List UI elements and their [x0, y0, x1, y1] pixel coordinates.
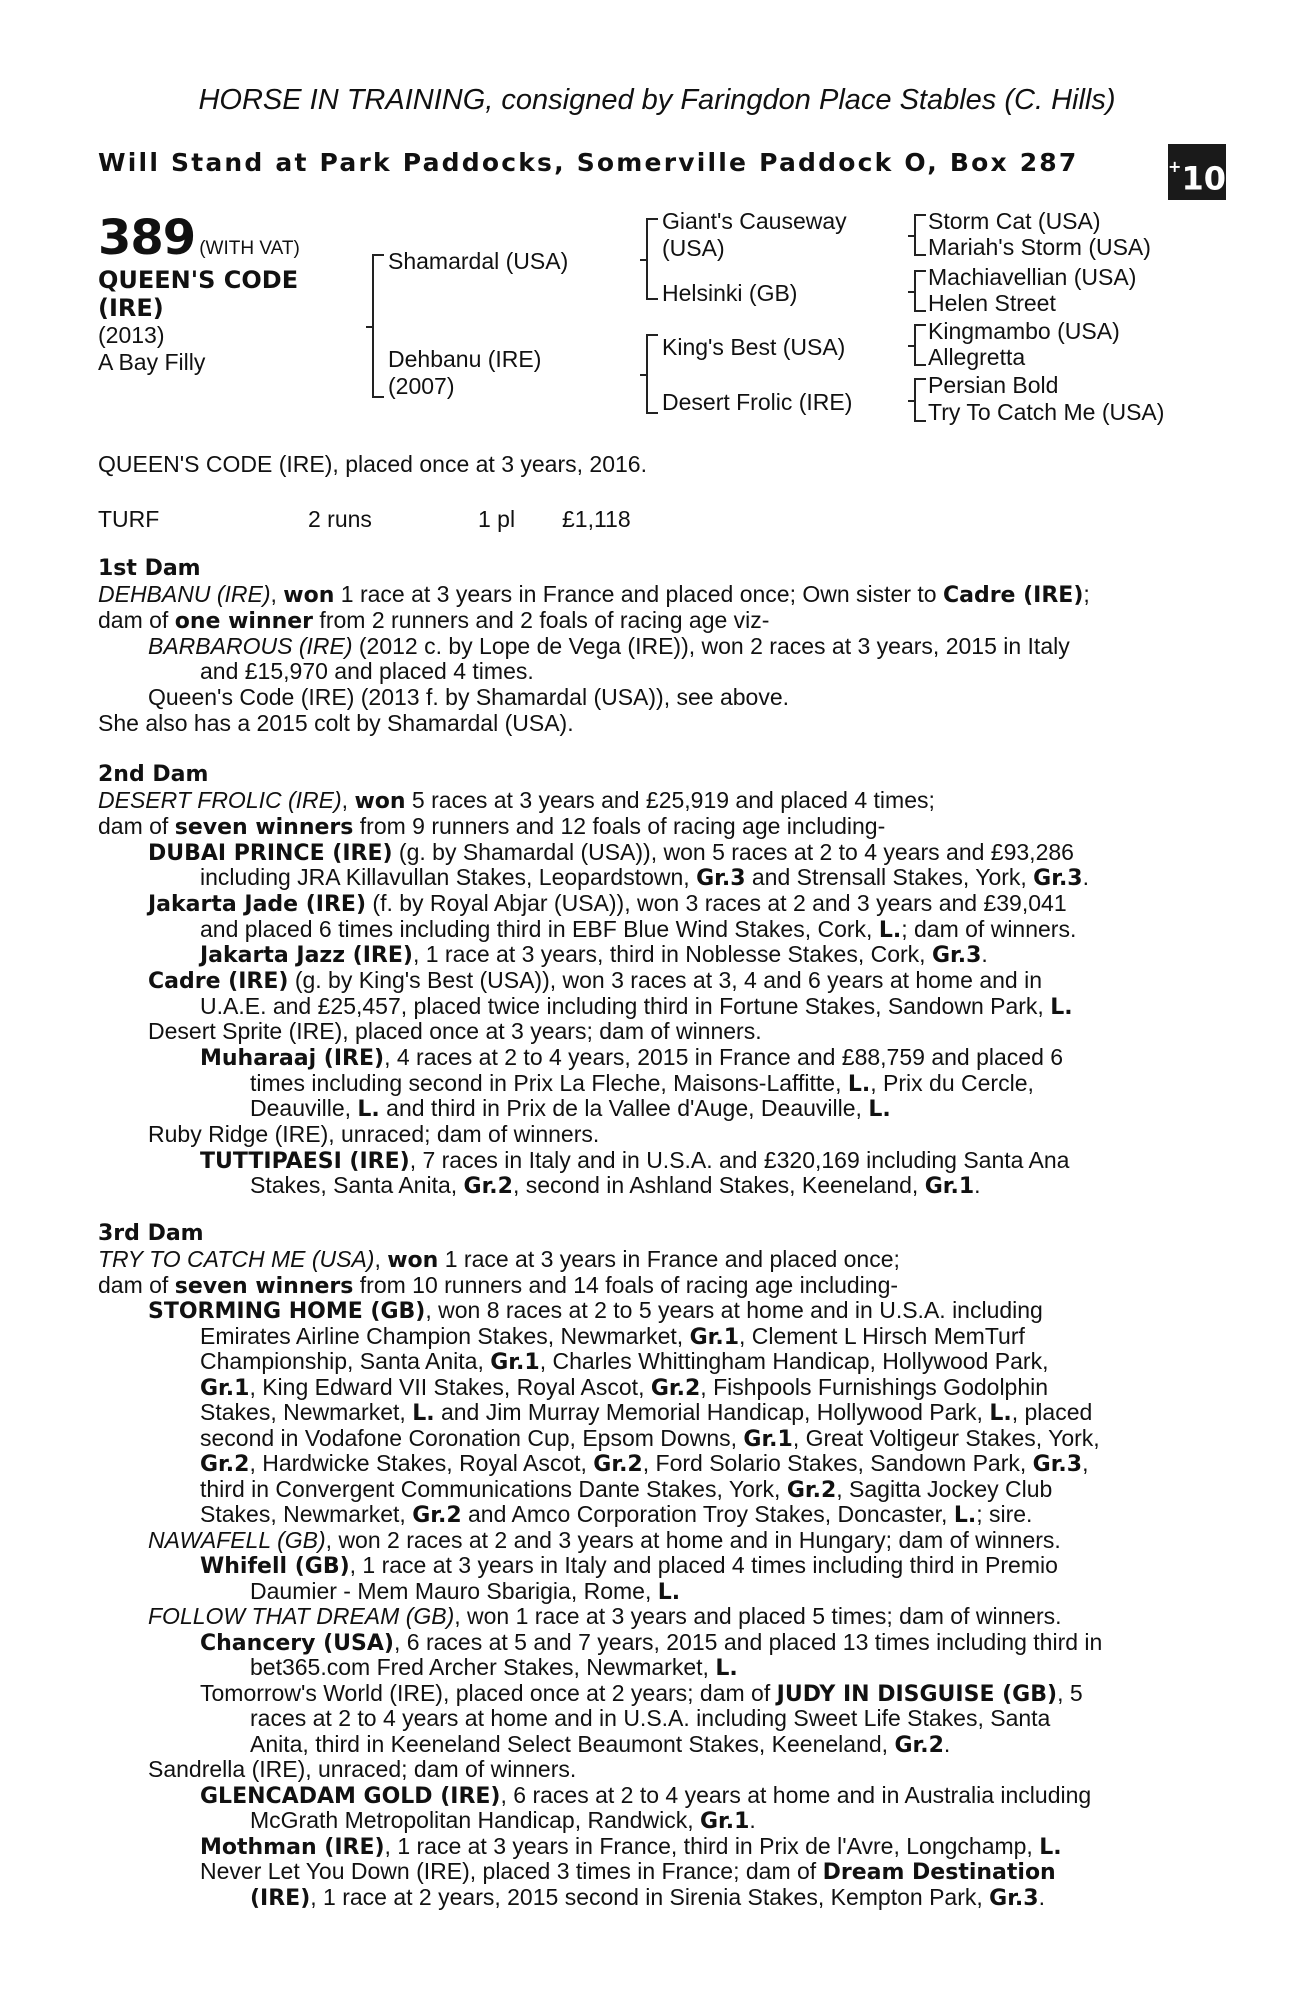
text-line: BARBAROUS (IRE) (2012 c. by Lope de Vega (IRE)), won 2 races at 3 years, 2015 in Italy	[148, 633, 1070, 659]
text-line: races at 2 to 4 years at home and in U.S.A. including Sweet Life Stakes, Santa	[250, 1705, 1051, 1731]
record-surface: TURF	[98, 506, 160, 532]
text-line: (IRE), 1 race at 2 years, 2015 second in Sirenia Stakes, Kempton Park, Gr.3.	[250, 1884, 1045, 1911]
horse-name	[98, 266, 298, 322]
sire: Shamardal (USA)	[388, 248, 569, 274]
text-line: Mothman (IRE), 1 race at 3 years in France, third in Prix de l'Avre, Longchamp, L.	[200, 1833, 1062, 1860]
ancestor-1: Storm Cat (USA)	[928, 208, 1101, 234]
horse-info	[98, 322, 205, 376]
brace-1	[914, 214, 926, 256]
sire-brace	[646, 218, 658, 300]
section-heading: 2nd Dam	[98, 762, 209, 787]
dam-brace	[646, 334, 658, 414]
text-line: bet365.com Fred Archer Stakes, Newmarket, L.	[250, 1654, 738, 1681]
text-line: second in Vodafone Coronation Cup, Epsom Downs, Gr.1, Great Voltigeur Stakes, York,	[200, 1425, 1100, 1452]
horse-description: A Bay Filly	[98, 349, 206, 375]
text-line: Stakes, Newmarket, L. and Jim Murray Memorial Handicap, Hollywood Park, L., placed	[200, 1399, 1093, 1426]
text-line: Cadre (IRE) (g. by King's Best (USA)), won 3 races at 3, 4 and 6 years at home and in	[148, 967, 1042, 994]
text-line: DESERT FROLIC (IRE), won 5 races at 3 years and £25,919 and placed 4 times;	[98, 787, 935, 814]
lot-number-block	[98, 210, 300, 266]
dam: Dehbanu (IRE)	[388, 346, 542, 372]
dam-dam: Desert Frolic (IRE)	[662, 389, 853, 415]
ancestor-6: Allegretta	[928, 344, 1026, 370]
tattersalls-badge	[1168, 144, 1226, 200]
text-line: Jakarta Jade (IRE) (f. by Royal Abjar (USA)), won 3 races at 2 and 3 years and £39,041	[148, 890, 1067, 917]
sire-dam: Helsinki (GB)	[662, 280, 798, 306]
record-placed: 1 pl	[478, 506, 516, 532]
text-line: TUTTIPAESI (IRE), 7 races in Italy and in U.S.A. and £320,169 including Santa Ana	[200, 1147, 1070, 1174]
text-line: including JRA Killavullan Stakes, Leopardstown, Gr.3 and Strensall Stakes, York, Gr.3.	[200, 864, 1089, 891]
brace-3	[914, 324, 926, 366]
text-line: Stakes, Santa Anita, Gr.2, second in Ashland Stakes, Keeneland, Gr.1.	[250, 1172, 981, 1199]
text-line: FOLLOW THAT DREAM (GB), won 1 race at 3 years and placed 5 times; dam of winners.	[148, 1603, 1062, 1629]
record-runs: 2 runs	[308, 506, 372, 532]
text-line: TRY TO CATCH ME (USA), won 1 race at 3 years in France and placed once;	[98, 1246, 900, 1273]
text-line: Queen's Code (IRE) (2013 f. by Shamardal (USA)), see above.	[148, 684, 790, 710]
text-line: Daumier - Mem Mauro Sbarigia, Rome, L.	[250, 1578, 681, 1605]
sire-sire-country: (USA)	[662, 235, 725, 261]
text-line: Whifell (GB), 1 race at 3 years in Italy and placed 4 times including third in Premio	[200, 1552, 1058, 1579]
horse-name-line1: QUEEN'S CODE	[98, 266, 299, 294]
text-line: GLENCADAM GOLD (IRE), 6 races at 2 to 4 years at home and in Australia including	[200, 1782, 1092, 1809]
text-line: DEHBANU (IRE), won 1 race at 3 years in France and placed once; Own sister to Cadre (IRE);	[98, 581, 1090, 608]
text-line: NAWAFELL (GB), won 2 races at 2 and 3 years at home and in Hungary; dam of winners.	[148, 1527, 1061, 1553]
text-line: Never Let You Down (IRE), placed 3 times in France; dam of Dream Destination	[200, 1858, 1056, 1885]
pedigree-brace	[372, 254, 384, 398]
lot-number: 389	[98, 210, 196, 266]
text-line: times including second in Prix La Fleche, Maisons-Laffitte, L., Prix du Cercle,	[250, 1070, 1034, 1097]
text-line: dam of seven winners from 9 runners and 12 foals of racing age including-	[98, 813, 886, 840]
text-line: U.A.E. and £25,457, placed twice including third in Fortune Stakes, Sandown Park, L.	[200, 993, 1073, 1020]
text-line: She also has a 2015 colt by Shamardal (USA).	[98, 710, 574, 736]
text-line: Tomorrow's World (IRE), placed once at 2 years; dam of JUDY IN DISGUISE (GB), 5	[200, 1680, 1083, 1707]
badge-plus-mark: +	[1168, 157, 1182, 176]
text-line: Ruby Ridge (IRE), unraced; dam of winners.	[148, 1121, 600, 1147]
text-line: McGrath Metropolitan Handicap, Randwick, Gr.1.	[250, 1807, 756, 1834]
text-line: Sandrella (IRE), unraced; dam of winners.	[148, 1756, 577, 1782]
text-line: STORMING HOME (GB), won 8 races at 2 to 5 years at home and in U.S.A. including	[148, 1297, 1043, 1324]
text-line: dam of one winner from 2 runners and 2 foals of racing age viz-	[98, 607, 770, 634]
text-line: Deauville, L. and third in Prix de la Vallee d'Auge, Deauville, L.	[250, 1095, 891, 1122]
stand-location: Will Stand at Park Paddocks, Somerville Paddock O, Box 287	[98, 148, 1079, 177]
ancestor-7: Persian Bold	[928, 372, 1059, 398]
race-summary: QUEEN'S CODE (IRE), placed once at 3 years, 2016.	[98, 451, 647, 477]
section-heading: 3rd Dam	[98, 1221, 204, 1246]
horse-name-line2: (IRE)	[98, 294, 164, 322]
text-line: Championship, Santa Anita, Gr.1, Charles Whittingham Handicap, Hollywood Park,	[200, 1348, 1049, 1375]
text-line: Gr.2, Hardwicke Stakes, Royal Ascot, Gr.2, Ford Solario Stakes, Sandown Park, Gr.3,	[200, 1450, 1089, 1477]
text-line: Stakes, Newmarket, Gr.2 and Amco Corporation Troy Stakes, Doncaster, L.; sire.	[200, 1501, 1033, 1528]
foaling-year: (2013)	[98, 322, 165, 348]
ancestor-4: Helen Street	[928, 290, 1056, 316]
text-line: Desert Sprite (IRE), placed once at 3 years; dam of winners.	[148, 1018, 762, 1044]
brace-2	[914, 270, 926, 312]
text-line: and £15,970 and placed 4 times.	[200, 658, 534, 684]
text-line: Emirates Airline Champion Stakes, Newmarket, Gr.1, Clement L Hirsch MemTurf	[200, 1323, 1025, 1350]
text-line: third in Convergent Communications Dante Stakes, York, Gr.2, Sagitta Jockey Club	[200, 1476, 1053, 1503]
brace-4	[914, 378, 926, 422]
vat-note: (WITH VAT)	[199, 238, 300, 259]
text-line: Chancery (USA), 6 races at 5 and 7 years, 2015 and placed 13 times including third in	[200, 1629, 1103, 1656]
badge-number: 10	[1181, 159, 1226, 198]
text-line: dam of seven winners from 10 runners and 14 foals of racing age including-	[98, 1272, 899, 1299]
text-line: Jakarta Jazz (IRE), 1 race at 3 years, third in Noblesse Stakes, Cork, Gr.3.	[200, 941, 988, 968]
ancestor-2: Mariah's Storm (USA)	[928, 234, 1151, 260]
text-line: Muharaaj (IRE), 4 races at 2 to 4 years, 2015 in France and £88,759 and placed 6	[200, 1044, 1064, 1071]
text-line: Gr.1, King Edward VII Stakes, Royal Ascot, Gr.2, Fishpools Furnishings Godolphin	[200, 1374, 1049, 1401]
ancestor-5: Kingmambo (USA)	[928, 318, 1120, 344]
dam-year: (2007)	[388, 373, 455, 399]
text-line: Anita, third in Keeneland Select Beaumont Stakes, Keeneland, Gr.2.	[250, 1731, 951, 1758]
section-heading: 1st Dam	[98, 556, 201, 581]
sire-sire: Giant's Causeway	[662, 208, 847, 234]
dam-name: DEHBANU (IRE)	[98, 581, 271, 607]
ancestor-8: Try To Catch Me (USA)	[928, 399, 1165, 425]
dam-sire: King's Best (USA)	[662, 334, 846, 360]
text-line: and placed 6 times including third in EBF Blue Wind Stakes, Cork, L.; dam of winners.	[200, 916, 1077, 943]
ancestor-3: Machiavellian (USA)	[928, 264, 1137, 290]
page-header: HORSE IN TRAINING, consigned by Faringdon Place Stables (C. Hills)	[198, 84, 1116, 116]
record-earnings: £1,118	[562, 506, 631, 532]
text-line: DUBAI PRINCE (IRE) (g. by Shamardal (USA)), won 5 races at 2 to 4 years and £93,286	[148, 839, 1074, 866]
